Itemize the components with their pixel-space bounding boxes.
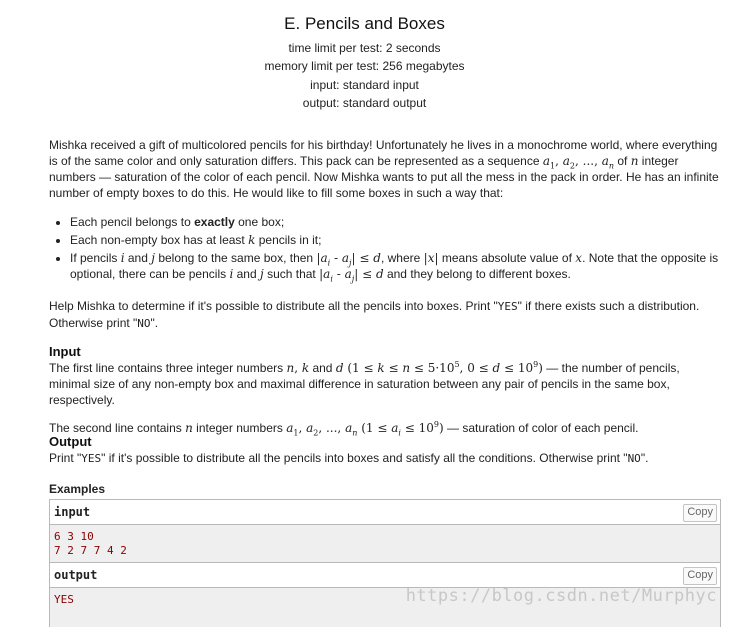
- example-output-label: output: [54, 568, 98, 582]
- example-input-label: input: [54, 505, 91, 519]
- watermark: https://blog.csdn.net/Murphyc: [405, 586, 717, 606]
- example-input-content: 6 3 10 7 2 7 7 4 2: [50, 525, 720, 562]
- memory-limit: memory limit per test: 256 megabytes: [264, 59, 465, 74]
- statement-paragraph-1: Mishka received a gift of multicolored pencils for his birthday! Unfortunately he lives in a monochrome world, where everything is of the same color and only saturation differs. This pack can be represented as a sequence $a_1$, $a_2$, ..., $a_n$ of n integer numbers — saturation of the color of each pencil. Now Mishka wants to put all the mess in the pack in order. He has an infinite number of empty boxes to do this. He would like to fill some boxes in such a way that:: [49, 138, 719, 200]
- problem-header: [0, 13, 729, 112]
- condition-item: • If pencils i and j belong to the same box, then $|a_i - a_j| \le d$, where |x| means absolute value of x. Note that the opposite is optional, there can be pencils i and j such that $|a_i - a_j| \le d$ and they belong to different boxes.: [70, 250, 720, 282]
- input-line-1: The first line contains three integer numbers n, k and d ($1 \le k \le n \le 5\cdot 10^5$, $0 \le d \le 10^9$) — the number of pencils, minimal size of any non-empty box and maximal difference in saturation between any pair of pencils in the same box, respectively.: [49, 360, 680, 407]
- input-spec: input: standard input: [310, 77, 419, 92]
- output-spec: output: standard output: [302, 95, 427, 110]
- condition-item: • Each non-empty box has at least k pencils in it;: [70, 232, 720, 248]
- output-section: [49, 434, 720, 467]
- problem-limits: [0, 39, 729, 112]
- copy-output-button[interactable]: Copy: [683, 567, 717, 585]
- example-output-header: [50, 563, 720, 588]
- output-description: Print "YES" if it's possible to distribute all the pencils into boxes and satisfy all the conditions. Otherwise print "NO".: [49, 451, 649, 465]
- condition-item: • Each pencil belongs to exactly one box;: [70, 214, 720, 230]
- copy-input-button[interactable]: Copy: [683, 504, 717, 522]
- conditions-list: [49, 214, 720, 284]
- example-output-content: YES: [50, 588, 720, 627]
- problem-title: E. Pencils and Boxes: [284, 14, 445, 33]
- example-input-box: [49, 499, 721, 563]
- examples-title: Examples: [49, 482, 106, 496]
- input-line-2: The second line contains n integer numbers $a_1$, $a_2$, ..., $a_n$ $(1 \le a_i \le 10^9)$ — saturation of color of each pencil.: [49, 420, 639, 438]
- input-section-title: Input: [49, 344, 81, 359]
- statement-paragraph-2: Help Mishka to determine if it's possible to distribute all the pencils into boxes. Print "YES" if there exists such a distribution. Otherwise print "NO".: [49, 299, 700, 330]
- input-section: [49, 344, 720, 436]
- time-limit: time limit per test: 2 seconds: [288, 41, 441, 55]
- output-section-title: Output: [49, 434, 92, 449]
- example-input-header: [50, 500, 720, 525]
